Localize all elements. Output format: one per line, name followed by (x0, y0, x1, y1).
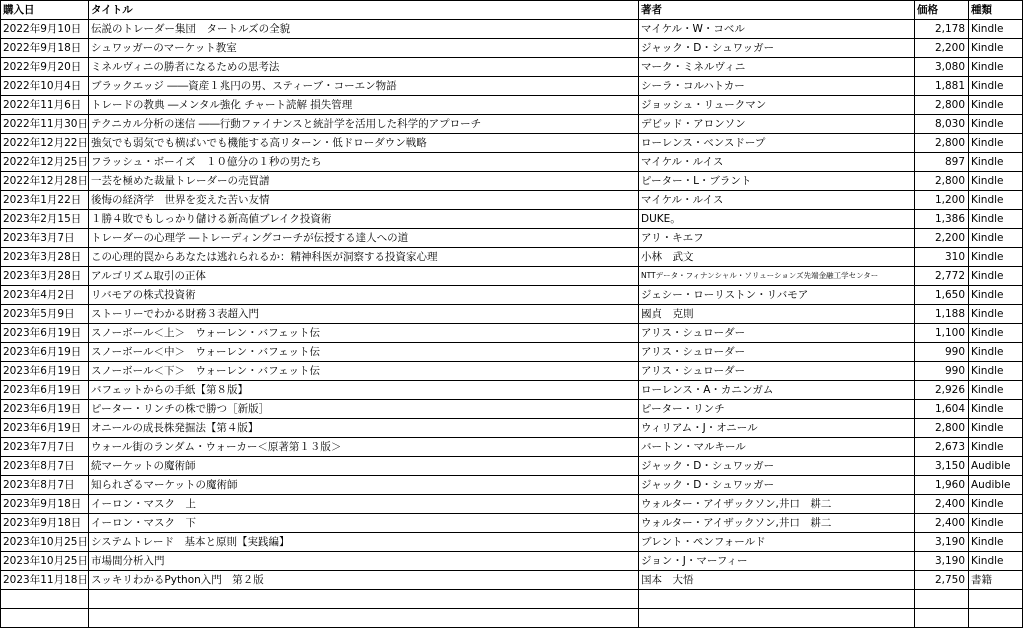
cell-price[interactable]: 897 (915, 153, 969, 172)
table-row (1, 191, 1023, 210)
cell-author[interactable]: ピーター・リンチ (639, 400, 915, 419)
cell-kind[interactable]: Kindle (969, 305, 1023, 324)
table-row (1, 115, 1023, 134)
cell-price[interactable]: 1,386 (915, 210, 969, 229)
cell-date[interactable]: 2023年1月22日 (1, 191, 89, 210)
cell-author[interactable]: ジョン・J・マーフィー (639, 552, 915, 571)
empty-cell[interactable] (1, 609, 89, 628)
table-row (1, 248, 1023, 267)
empty-cell[interactable] (639, 609, 915, 628)
table-row (1, 419, 1023, 438)
cell-title[interactable]: スノーボール＜下＞ ウォーレン・バフェット伝 (89, 362, 639, 381)
cell-date[interactable]: 2022年11月30日 (1, 115, 89, 134)
table-row (1, 77, 1023, 96)
table-row (1, 571, 1023, 590)
cell-author[interactable]: アリ・キエフ (639, 229, 915, 248)
cell-date[interactable]: 2022年12月22日 (1, 134, 89, 153)
cell-price[interactable]: 990 (915, 362, 969, 381)
table-row (1, 58, 1023, 77)
cell-author[interactable]: ローレンス・A・カニンガム (639, 381, 915, 400)
cell-title[interactable]: 続マーケットの魔術師 (89, 457, 639, 476)
cell-kind[interactable]: Kindle (969, 191, 1023, 210)
table-row (1, 286, 1023, 305)
table-row (1, 400, 1023, 419)
cell-price[interactable]: 1,650 (915, 286, 969, 305)
cell-price[interactable]: 2,750 (915, 571, 969, 590)
empty-cell[interactable] (969, 609, 1023, 628)
cell-date[interactable]: 2023年5月9日 (1, 305, 89, 324)
cell-title[interactable]: スッキリわかるPython入門 第２版 (89, 571, 639, 590)
cell-price[interactable]: 2,178 (915, 20, 969, 39)
cell-author[interactable]: ジェシー・ローリストン・リバモア (639, 286, 915, 305)
cell-kind[interactable]: Kindle (969, 210, 1023, 229)
cell-date[interactable]: 2023年9月18日 (1, 495, 89, 514)
cell-author[interactable]: NTTデータ・フィナンシャル・ソリューションズ先端金融工学センター (639, 267, 915, 286)
cell-kind[interactable]: Kindle (969, 229, 1023, 248)
cell-title[interactable]: ストーリーでわかる財務３表超入門 (89, 305, 639, 324)
cell-title[interactable]: ウォール街のランダム・ウォーカー＜原著第１３版＞ (89, 438, 639, 457)
cell-kind[interactable]: Kindle (969, 419, 1023, 438)
cell-kind[interactable]: Kindle (969, 381, 1023, 400)
cell-kind[interactable]: 書籍 (969, 571, 1023, 590)
cell-title[interactable]: 知られざるマーケットの魔術師 (89, 476, 639, 495)
empty-cell[interactable] (915, 609, 969, 628)
cell-kind[interactable]: Kindle (969, 39, 1023, 58)
cell-date[interactable]: 2022年12月28日 (1, 172, 89, 191)
cell-kind[interactable]: Kindle (969, 286, 1023, 305)
cell-title[interactable]: スノーボール＜中＞ ウォーレン・バフェット伝 (89, 343, 639, 362)
table-row (1, 153, 1023, 172)
cell-price[interactable]: 1,188 (915, 305, 969, 324)
cell-kind[interactable]: Kindle (969, 248, 1023, 267)
cell-date[interactable]: 2023年8月7日 (1, 476, 89, 495)
cell-title[interactable]: ブラックエッジ ――資産１兆円の男、スティーブ・コーエン物語 (89, 77, 639, 96)
cell-author[interactable]: ジャック・D・シュワッガー (639, 476, 915, 495)
cell-kind[interactable]: Kindle (969, 533, 1023, 552)
cell-kind[interactable]: Kindle (969, 134, 1023, 153)
cell-title[interactable]: 一芸を極めた裁量トレーダーの売買譜 (89, 172, 639, 191)
cell-kind[interactable]: Audible (969, 457, 1023, 476)
cell-kind[interactable]: Kindle (969, 438, 1023, 457)
cell-kind[interactable]: Kindle (969, 115, 1023, 134)
cell-price[interactable]: 2,772 (915, 267, 969, 286)
cell-title[interactable]: この心理的罠からあなたは逃れられるか：精神科医が洞察する投資家心理 (89, 248, 639, 267)
cell-date[interactable]: 2022年11月6日 (1, 96, 89, 115)
cell-kind[interactable]: Kindle (969, 20, 1023, 39)
cell-title[interactable]: イーロン・マスク 上 (89, 495, 639, 514)
cell-date[interactable]: 2022年12月25日 (1, 153, 89, 172)
cell-price[interactable]: 2,800 (915, 419, 969, 438)
cell-kind[interactable]: Kindle (969, 153, 1023, 172)
table-row (1, 514, 1023, 533)
cell-author[interactable]: ウォルター・アイザックソン,井口 耕二 (639, 514, 915, 533)
cell-title[interactable]: アルゴリズム取引の正体 (89, 267, 639, 286)
cell-date[interactable]: 2023年6月19日 (1, 324, 89, 343)
cell-title[interactable]: ピーター・リンチの株で勝つ［新版］ (89, 400, 639, 419)
cell-author[interactable]: アリス・シュローダー (639, 324, 915, 343)
empty-row (1, 609, 1023, 628)
cell-kind[interactable]: Kindle (969, 324, 1023, 343)
cell-kind[interactable]: Kindle (969, 362, 1023, 381)
cell-price[interactable]: 2,800 (915, 172, 969, 191)
cell-title[interactable]: シュワッガーのマーケット教室 (89, 39, 639, 58)
header-date[interactable]: 購入日 (1, 1, 89, 20)
cell-title[interactable]: テクニカル分析の迷信 ――行動ファイナンスと統計学を活用した科学的アプローチ (89, 115, 639, 134)
cell-price[interactable]: 3,190 (915, 552, 969, 571)
cell-price[interactable]: 1,200 (915, 191, 969, 210)
cell-date[interactable]: 2023年3月28日 (1, 267, 89, 286)
cell-author[interactable]: マイケル・ルイス (639, 153, 915, 172)
cell-price[interactable]: 8,030 (915, 115, 969, 134)
table-row (1, 96, 1023, 115)
cell-author[interactable]: マーク・ミネルヴィニ (639, 58, 915, 77)
cell-date[interactable]: 2022年9月20日 (1, 58, 89, 77)
table-row (1, 210, 1023, 229)
cell-author[interactable]: 国本 大悟 (639, 571, 915, 590)
cell-author[interactable]: マイケル・ルイス (639, 191, 915, 210)
cell-date[interactable]: 2023年2月15日 (1, 210, 89, 229)
cell-author[interactable]: ジャック・D・シュワッガー (639, 39, 915, 58)
cell-date[interactable]: 2023年11月18日 (1, 571, 89, 590)
cell-title[interactable]: トレードの教典 ―メンタル強化 チャート読解 損失管理 (89, 96, 639, 115)
cell-kind[interactable]: Audible (969, 476, 1023, 495)
table-row (1, 134, 1023, 153)
table-row (1, 172, 1023, 191)
cell-date[interactable]: 2023年3月7日 (1, 229, 89, 248)
cell-date[interactable]: 2023年6月19日 (1, 400, 89, 419)
cell-price[interactable]: 310 (915, 248, 969, 267)
cell-kind[interactable]: Kindle (969, 343, 1023, 362)
cell-price[interactable]: 2,200 (915, 229, 969, 248)
cell-kind[interactable]: Kindle (969, 96, 1023, 115)
cell-title[interactable]: フラッシュ・ボーイズ １０億分の１秒の男たち (89, 153, 639, 172)
cell-title[interactable]: リバモアの株式投資術 (89, 286, 639, 305)
header-kind[interactable]: 種類 (969, 1, 1023, 20)
table-row (1, 20, 1023, 39)
cell-price[interactable]: 1,881 (915, 77, 969, 96)
cell-price[interactable]: 3,150 (915, 457, 969, 476)
header-row (1, 1, 1023, 20)
table-row (1, 305, 1023, 324)
cell-author[interactable]: デビッド・アロンソン (639, 115, 915, 134)
cell-price[interactable]: 2,800 (915, 134, 969, 153)
table-row (1, 343, 1023, 362)
cell-date[interactable]: 2023年7月7日 (1, 438, 89, 457)
cell-date[interactable]: 2023年6月19日 (1, 419, 89, 438)
cell-title[interactable]: 伝説のトレーダー集団 タートルズの全貌 (89, 20, 639, 39)
cell-date[interactable]: 2023年6月19日 (1, 362, 89, 381)
cell-title[interactable]: 市場間分析入門 (89, 552, 639, 571)
table-row (1, 476, 1023, 495)
cell-author[interactable]: ジョッシュ・リュークマン (639, 96, 915, 115)
table-body (1, 20, 1023, 628)
cell-title[interactable]: システムトレード 基本と原則【実践編】 (89, 533, 639, 552)
table-row (1, 39, 1023, 58)
cell-kind[interactable]: Kindle (969, 267, 1023, 286)
cell-price[interactable]: 1,604 (915, 400, 969, 419)
cell-author[interactable]: ピーター・L・ブラント (639, 172, 915, 191)
empty-cell[interactable] (915, 590, 969, 609)
cell-date[interactable]: 2022年9月10日 (1, 20, 89, 39)
cell-kind[interactable]: Kindle (969, 172, 1023, 191)
empty-cell[interactable] (89, 609, 639, 628)
cell-author[interactable]: アリス・シュローダー (639, 362, 915, 381)
cell-date[interactable]: 2023年6月19日 (1, 381, 89, 400)
empty-cell[interactable] (639, 590, 915, 609)
cell-author[interactable]: ウォルター・アイザックソン,井口 耕二 (639, 495, 915, 514)
table-row (1, 229, 1023, 248)
cell-date[interactable]: 2023年10月25日 (1, 552, 89, 571)
cell-title[interactable]: ミネルヴィニの勝者になるための思考法 (89, 58, 639, 77)
table-row (1, 457, 1023, 476)
table-row (1, 552, 1023, 571)
cell-price[interactable]: 2,926 (915, 381, 969, 400)
cell-price[interactable]: 2,200 (915, 39, 969, 58)
cell-author[interactable]: マイケル・W・コベル (639, 20, 915, 39)
cell-author[interactable]: ウィリアム・J・オニール (639, 419, 915, 438)
table-row (1, 362, 1023, 381)
cell-kind[interactable]: Kindle (969, 400, 1023, 419)
cell-author[interactable]: ブレント・ペンフォールド (639, 533, 915, 552)
cell-kind[interactable]: Kindle (969, 77, 1023, 96)
cell-author[interactable]: ローレンス・ベンスドープ (639, 134, 915, 153)
cell-title[interactable]: 後悔の経済学 世界を変えた苦い友情 (89, 191, 639, 210)
cell-title[interactable]: １勝４敗でもしっかり儲ける新高値ブレイク投資術 (89, 210, 639, 229)
cell-kind[interactable]: Kindle (969, 495, 1023, 514)
cell-author[interactable]: シーラ・コルハトカー (639, 77, 915, 96)
cell-kind[interactable]: Kindle (969, 552, 1023, 571)
cell-date[interactable]: 2023年3月28日 (1, 248, 89, 267)
table-row (1, 324, 1023, 343)
cell-date[interactable]: 2023年6月19日 (1, 343, 89, 362)
cell-title[interactable]: バフェットからの手紙【第８版】 (89, 381, 639, 400)
cell-price[interactable]: 1,100 (915, 324, 969, 343)
cell-author[interactable]: DUKE。 (639, 210, 915, 229)
table-row (1, 533, 1023, 552)
cell-date[interactable]: 2023年9月18日 (1, 514, 89, 533)
cell-date[interactable]: 2022年10月4日 (1, 77, 89, 96)
cell-author[interactable]: バートン・マルキール (639, 438, 915, 457)
cell-price[interactable]: 1,960 (915, 476, 969, 495)
cell-price[interactable]: 2,800 (915, 96, 969, 115)
cell-date[interactable]: 2022年9月18日 (1, 39, 89, 58)
cell-kind[interactable]: Kindle (969, 58, 1023, 77)
cell-price[interactable]: 3,190 (915, 533, 969, 552)
cell-date[interactable]: 2023年4月2日 (1, 286, 89, 305)
cell-price[interactable]: 2,400 (915, 514, 969, 533)
table-row (1, 438, 1023, 457)
cell-author[interactable]: アリス・シュローダー (639, 343, 915, 362)
empty-cell[interactable] (89, 590, 639, 609)
cell-date[interactable]: 2023年10月25日 (1, 533, 89, 552)
cell-author[interactable]: 小林 武文 (639, 248, 915, 267)
cell-author[interactable]: ジャック・D・シュワッガー (639, 457, 915, 476)
cell-title[interactable]: イーロン・マスク 下 (89, 514, 639, 533)
empty-row (1, 590, 1023, 609)
empty-cell[interactable] (969, 590, 1023, 609)
header-price[interactable]: 価格 (915, 1, 969, 20)
cell-price[interactable]: 2,673 (915, 438, 969, 457)
empty-cell[interactable] (1, 590, 89, 609)
header-author[interactable]: 著者 (639, 1, 915, 20)
cell-title[interactable]: スノーボール＜上＞ ウォーレン・バフェット伝 (89, 324, 639, 343)
table-row (1, 267, 1023, 286)
cell-date[interactable]: 2023年8月7日 (1, 457, 89, 476)
table-row (1, 495, 1023, 514)
cell-price[interactable]: 2,400 (915, 495, 969, 514)
cell-price[interactable]: 3,080 (915, 58, 969, 77)
cell-title[interactable]: 強気でも弱気でも横ばいでも機能する高リターン・低ドローダウン戦略 (89, 134, 639, 153)
cell-title[interactable]: オニールの成長株発掘法【第４版】 (89, 419, 639, 438)
table-row (1, 381, 1023, 400)
header-title[interactable]: タイトル (89, 1, 639, 20)
cell-kind[interactable]: Kindle (969, 514, 1023, 533)
cell-price[interactable]: 990 (915, 343, 969, 362)
cell-author[interactable]: 國貞 克則 (639, 305, 915, 324)
cell-title[interactable]: トレーダーの心理学 ―トレーディングコーチが伝授する達人への道 (89, 229, 639, 248)
